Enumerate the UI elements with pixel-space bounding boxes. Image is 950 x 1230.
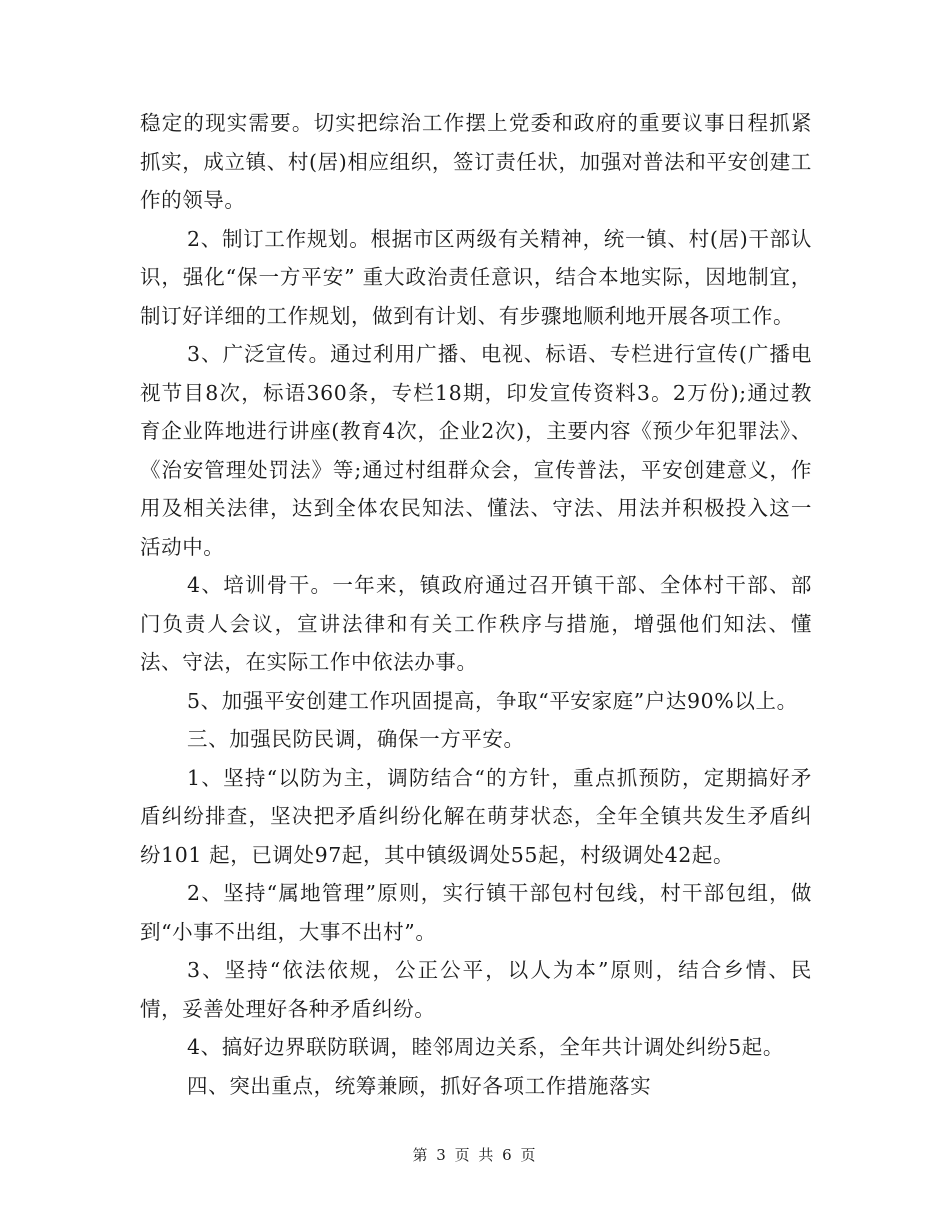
paragraph-8: 2、坚持“属地管理”原则，实行镇干部包村包线，村干部包组，做到“小事不出组，大事不出村”。 <box>140 881 812 944</box>
document-body <box>140 104 812 1105</box>
paragraph-9: 3、坚持“依法依规，公正公平，以人为本”原则，结合乡情、民情，妥善处理好各种矛盾纠纷。 <box>140 958 812 1021</box>
page-footer: 第 3 页 共 6 页 <box>412 1146 538 1164</box>
paragraph-10: 4、搞好边界联防联调，睦邻周边关系，全年共计调处纠纷5起。 <box>187 1035 784 1059</box>
section-heading-4: 四、突出重点，统筹兼顾，抓好各项工作措施落实 <box>187 1073 652 1098</box>
section-heading-3: 三、加强民防民调，确保一方平安。 <box>187 727 525 751</box>
paragraph-2: 2、制订工作规划。根据市区两级有关精神，统一镇、村(居)干部认识，强化“保一方平安” 重大政治责任意识，结合本地实际，因地制宜，制订好详细的工作规划，做到有计划、有步骤地顺利地开展各项工作。 <box>140 226 812 328</box>
paragraph-3: 3、广泛宣传。通过利用广播、电视、标语、专栏进行宣传(广播电视节目8次，标语360条，专栏18期，印发宣传资料3。2万份);通过教育企业阵地进行讲座(教育4次，企业2次)，主要内容《预少年犯罪法》、《治安管理处罚法》等;通过村组群众会，宣传普法，平安创建意义，作用及相关法律，达到全体农民知法、懂法、守法、用法并积极投入这一活动中。 <box>140 342 812 559</box>
paragraph-5: 5、加强平安创建工作巩固提高，争取“平安家庭”户达90%以上。 <box>187 688 798 713</box>
paragraph-1: 稳定的现实需要。切实把综治工作摆上党委和政府的重要议事日程抓紧抓实，成立镇、村(居)相应组织，签订责任状，加强对普法和平安创建工作的领导。 <box>140 111 812 212</box>
paragraph-4: 4、培训骨干。一年来，镇政府通过召开镇干部、全体村干部、部门负责人会议，宣讲法律和有关工作秩序与措施，增强他们知法、懂法、守法，在实际工作中依法办事。 <box>140 573 812 674</box>
paragraph-7: 1、坚持“以防为主，调防结合“的方针，重点抓预防，定期搞好矛盾纠纷排查，坚决把矛盾纠纷化解在萌芽状态，全年全镇共发生矛盾纠纷101 起，已调处97起，其中镇级调处55起，村级调处42起。 <box>140 765 812 867</box>
